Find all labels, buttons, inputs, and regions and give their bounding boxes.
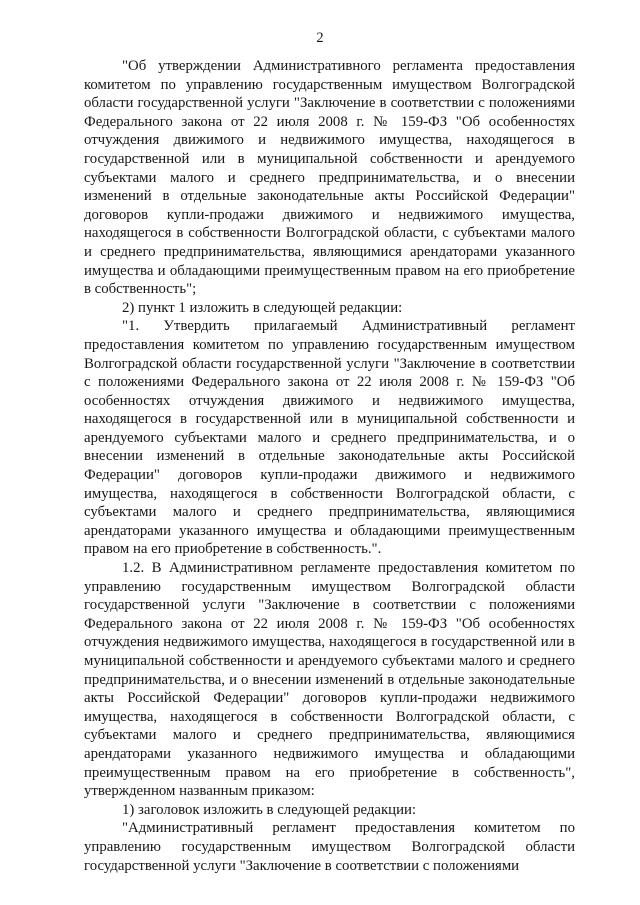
page-number: 2 bbox=[316, 30, 324, 46]
paragraph-section-1-2: 1.2. В Административном регламенте предоставления комитетом по управлению государственным имуществом Волгоградской области государственной услуги "Заключение в соответствии с положениями Федерального закона от 22 июля 2008 г. № 159-ФЗ "Об особенностях отчуждения недвижимого имущества, находящегося в государственной или в муниципальной собственности и арендуемого субъектами малого и среднего предпринимательства, и о внесении изменений в отдельные законодательные акты Российской Федерации" договоров купли-продажи недвижимого имущества, находящегося в собственности Волгоградской области, с субъектами малого и среднего предпринимательства, являющимися арендаторами указанного недвижимого имущества и обладающими преимущественным правом на его приобретение в собственность", утвержденном названным приказом: bbox=[84, 560, 575, 800]
paragraph-heading-instruction: 1) заголовок изложить в следующей редакции: bbox=[122, 801, 417, 818]
paragraph-item-2: 2) пункт 1 изложить в следующей редакции: bbox=[122, 299, 403, 316]
paragraph-new-heading: "Административный регламент предоставления комитетом по управлению государственным имуществом Волгоградской области государственной услуги "Заключение в соответствии с положениями bbox=[84, 820, 575, 874]
paragraph-order-title: "Об утверждении Административного регламента предоставления комитетом по управлению государственным имуществом Волгоградской области государственной услуги "Заключение в соответствии с положениями Федерального закона от 22 июля 2008 г. № 159-ФЗ "Об особенностях отчуждения движимого и недвижимого имущества, находящегося в государственной или в муниципальной собственности и арендуемого субъектами малого и среднего предпринимательства, и о внесении изменений в отдельные законодательные акты Российской Федерации" договоров купли-продажи движимого и недвижимого имущества, находящегося в собственности Волгоградской области, с субъектами малого и среднего предпринимательства, являющимися арендаторами указанного имущества и обладающими преимущественным правом на его приобретение в собственность"; bbox=[84, 58, 575, 298]
paragraph-new-point-1: "1. Утвердить прилагаемый Административный регламент предоставления комитетом по управлению государственным имуществом Волгоградской области государственной услуги "Заключение в соответствии с положениями Федерального закона от 22 июля 2008 г. № 159-ФЗ "Об особенностях отчуждения движимого и недвижимого имущества, находящегося в государственной или в муниципальной собственности и арендуемого субъектами малого и среднего предпринимательства, и о внесении изменений в отдельные законодательные акты Российской Федерации" договоров купли-продажи движимого и недвижимого имущества, находящегося в собственности Волгоградской области, с субъектами малого и среднего предпринимательства, являющимися арендаторами указанного имущества и обладающими преимущественным правом на его приобретение в собственность.". bbox=[84, 318, 575, 558]
document-body bbox=[84, 57, 575, 875]
